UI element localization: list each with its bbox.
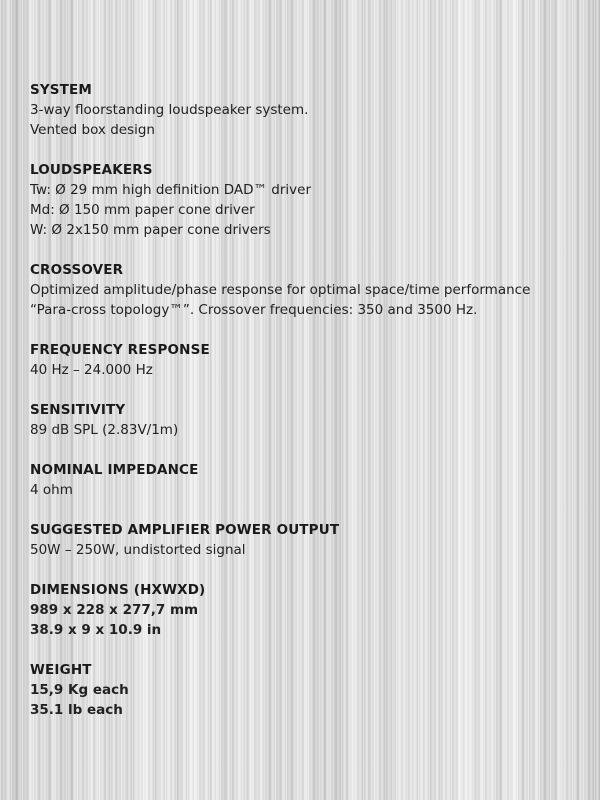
section-weight [30, 660, 575, 720]
section-loudspeakers [30, 160, 575, 240]
section-dimensions [30, 580, 575, 640]
section-crossover [30, 260, 575, 320]
section-heading: FREQUENCY RESPONSE [30, 342, 210, 358]
spec-line: W: Ø 2x150 mm paper cone drivers [30, 222, 271, 238]
spec-sheet [30, 80, 575, 740]
spec-line: Md: Ø 150 mm paper cone driver [30, 202, 255, 218]
section-heading: SYSTEM [30, 82, 92, 98]
section-amplifier-power [30, 520, 575, 560]
spec-line: 3-way floorstanding loudspeaker system. [30, 102, 309, 118]
spec-line: 989 x 228 x 277,7 mm [30, 602, 199, 618]
spec-line: Vented box design [30, 122, 155, 138]
section-frequency-response [30, 340, 575, 380]
spec-line: 89 dB SPL (2.83V/1m) [30, 422, 179, 438]
spec-line: 50W – 250W, undistorted signal [30, 542, 246, 558]
spec-line: 38.9 x 9 x 10.9 in [30, 622, 162, 638]
section-heading: LOUDSPEAKERS [30, 162, 153, 178]
spec-line: 40 Hz – 24.000 Hz [30, 362, 153, 378]
spec-line: Tw: Ø 29 mm high definition DAD™ driver [30, 182, 311, 198]
section-nominal-impedance [30, 460, 575, 500]
section-heading: DIMENSIONS (HXWXD) [30, 582, 206, 598]
spec-line: Optimized amplitude/phase response for optimal space/time performance [30, 282, 531, 298]
section-heading: CROSSOVER [30, 262, 124, 278]
section-heading: NOMINAL IMPEDANCE [30, 462, 199, 478]
spec-line: “Para-cross topology™”. Crossover frequencies: 350 and 3500 Hz. [30, 302, 478, 318]
section-sensitivity [30, 400, 575, 440]
section-heading: SUGGESTED AMPLIFIER POWER OUTPUT [30, 522, 340, 538]
section-heading: SENSITIVITY [30, 402, 126, 418]
spec-line: 15,9 Kg each [30, 682, 129, 698]
section-system [30, 80, 575, 140]
section-heading: WEIGHT [30, 662, 92, 678]
spec-line: 35.1 lb each [30, 702, 123, 718]
spec-line: 4 ohm [30, 482, 73, 498]
